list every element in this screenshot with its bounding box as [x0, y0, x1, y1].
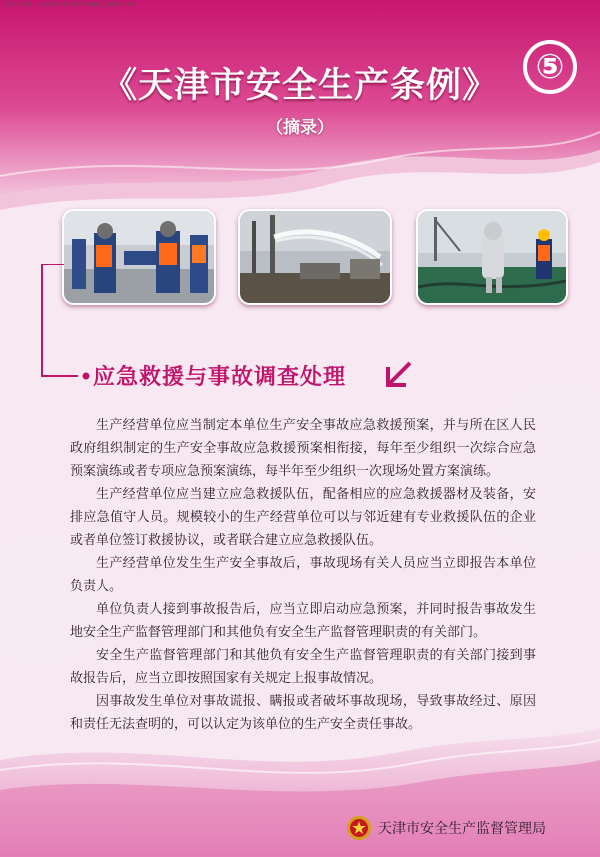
print-info: 宣传挂图第5、天津市安全生产条例 每套6张之第5张 C M K [4, 2, 136, 8]
paragraph: 生产经营单位应当制定本单位生产安全事故应急救援预案，并与所在区人民政府组织制定的生产安全事故应急救援预案相衔接，每年至少组织一次综合应急预案演练或者专项应急预案演练，每半年至少组织一次现场处置方案演练。 [70, 418, 536, 479]
agency-name: 天津市安全生产监督管理局 [378, 821, 546, 837]
paragraph: 生产经营单位发生生产安全事故后，事故现场有关人员应当立即报告本单位负责人。 [70, 556, 536, 594]
water-spray-photo [238, 209, 392, 305]
arrow-down-left-icon [384, 359, 414, 389]
paragraph: 安全生产监督管理部门和其他负有安全生产监督管理职责的有关部门接到事故报告后，应当立即按照国家有关规定上报事故情况。 [70, 648, 536, 686]
emblem-icon [346, 815, 372, 841]
section-heading: 应急救援与事故调查处理 [93, 365, 347, 390]
number-badge: ⑤ [523, 40, 577, 94]
paragraph: 因事故发生单位对事故谎报、瞒报或者破坏事故现场，导致事故经过、原因和责任无法查明的，可以认定为该单位的生产安全责任事故。 [70, 694, 536, 732]
page-title: 《天津市安全生产条例》 [101, 66, 498, 106]
paragraph: 生产经营单位应当建立应急救援队伍，配备相应的应急救援器材及装备，安排应急值守人员。规模较小的生产经营单位可以与邻近建有专业救援队伍的企业或者单位签订救援协议，或者联合建立应急救援队伍。 [70, 487, 536, 548]
footer [346, 812, 546, 844]
firefighter-deck-photo [416, 209, 568, 305]
article-body [70, 414, 536, 736]
paragraph: 单位负责人接到事故报告后，应当立即启动应急预案，并同时报告事故发生地安全生产监督管理部门和其他负有安全生产监督管理职责的有关部门。 [70, 602, 536, 640]
page-subtitle: （摘录） [266, 118, 334, 138]
